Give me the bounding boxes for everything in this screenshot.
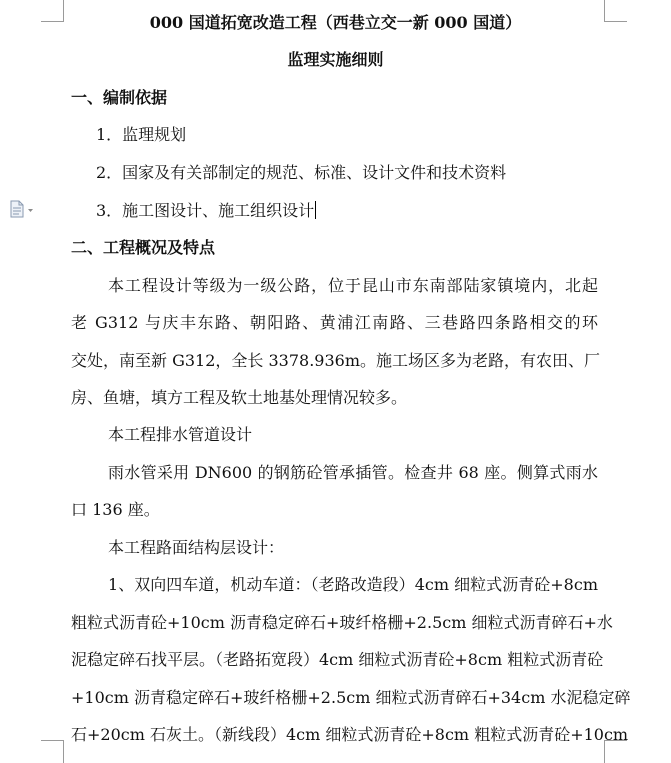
paragraph-line: 房、鱼塘，填方工程及软土地基处理情况较多。 — [71, 388, 408, 407]
paragraph-line: 粗粒式沥青砼+10cm 沥青稳定碎石+玻纤格栅+2.5cm 细粒式沥青碎石+水 — [71, 613, 613, 632]
paragraph-line: 泥稳定碎石找平层。（老路拓宽段）4cm 细粒式沥青砼+8cm 粗粒式沥青砼 — [71, 650, 604, 669]
list-item: 1．监理规划 — [96, 125, 187, 144]
document-subtitle: 监理实施细则 — [287, 50, 384, 69]
section-heading-overview: 二、工程概况及特点 — [71, 238, 216, 257]
paragraph-line: 1、双向四车道，机动车道：（老路改造段）4cm 细粒式沥青砼+8cm — [108, 575, 598, 594]
list-item-text: 3．施工图设计、施工组织设计 — [96, 201, 315, 220]
document-options-icon[interactable] — [9, 200, 35, 218]
paragraph-line: 老 G312 与庆丰东路、朝阳路、黄浦江南路、三巷路四条路相交的环 — [71, 313, 598, 332]
paragraph-line: +10cm 沥青稳定碎石+玻纤格栅+2.5cm 细粒式沥青碎石+34cm 水泥稳定碎 — [71, 688, 631, 707]
list-item: 2．国家及有关部制定的规范、标准、设计文件和技术资料 — [96, 163, 507, 182]
document-title: 000 国道拓宽改造工程（西巷立交一新 000 国道） — [149, 13, 522, 32]
page-corner-bottom-left — [41, 740, 64, 763]
section-heading-basis: 一、编制依据 — [71, 88, 168, 107]
paragraph-line: 雨水管采用 DN600 的钢筋砼管承插管。检查井 68 座。侧算式雨水 — [108, 463, 598, 482]
list-item-with-cursor[interactable] — [96, 200, 316, 222]
paragraph-line: 石+20cm 石灰土。（新线段）4cm 细粒式沥青砼+8cm 粗粒式沥青砼+10cm — [71, 725, 629, 744]
paragraph-line: 本工程设计等级为一级公路，位于昆山市东南部陆家镇境内，北起 — [108, 276, 598, 295]
paragraph-line: 本工程排水管道设计 — [108, 425, 253, 444]
paragraph-line: 本工程路面结构层设计： — [108, 538, 285, 557]
text-cursor — [315, 201, 316, 219]
paragraph-line: 交处，南至新 G312，全长 3378.936m。施工场区多为老路，有农田、厂 — [71, 351, 601, 370]
paragraph-line: 口 136 座。 — [71, 500, 160, 519]
